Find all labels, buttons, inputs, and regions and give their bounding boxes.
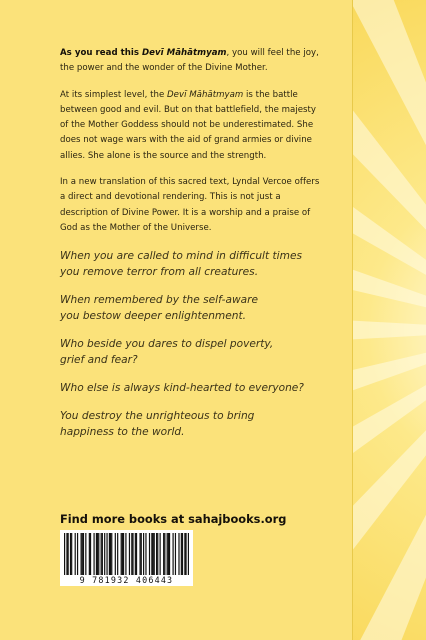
barcode-bar [182, 533, 183, 575]
barcode-bar [164, 533, 165, 575]
barcode-bar [143, 533, 144, 575]
barcode-bar [83, 533, 84, 575]
barcode-bar [97, 533, 98, 575]
barcode-bar [64, 533, 65, 575]
intro-lead: As you read this [60, 48, 143, 58]
cover-text [60, 46, 326, 452]
barcode-bar [163, 533, 164, 575]
barcode-bar [102, 533, 103, 575]
barcode-bar [188, 533, 189, 575]
barcode-bar [106, 533, 107, 575]
barcode-bar [131, 533, 132, 575]
barcode-bar [121, 533, 122, 575]
summary-rest: is the battle between good and evil. But on that battlefield, the majesty of the Mother Goddess should not be underestimated. She does not wage wars with the aid of grand armies or divine allies. She alone is the source and the strength. [60, 89, 317, 161]
barcode-bar [101, 533, 102, 575]
barcode-bar [141, 533, 142, 575]
barcode-bar [89, 533, 90, 575]
isbn-barcode [60, 530, 193, 586]
barcode-bar [77, 533, 78, 575]
barcode-bar [115, 533, 116, 575]
isbn-number: 9 781932 406443 [79, 575, 174, 585]
quote: When remembered by the self-aware you bestow deeper enlightenment. [60, 294, 259, 323]
barcode-bar [152, 533, 153, 575]
intro-rest: , you will feel the joy, the power and the wonder of the Divine Mother. [60, 48, 319, 74]
barcode-bar [122, 533, 123, 575]
barcode-bar [136, 533, 137, 575]
barcode-bar [157, 533, 158, 575]
barcode-bar [169, 533, 170, 575]
summary-lead: At its simplest level, the [60, 89, 168, 100]
translation-paragraph: In a new translation of this sacred text, Lyndal Vercoe offers a direct and devotional rendering. This is not just a description of Divine Power. It is a worship and a praise of God as the Mother of the Universe. [60, 177, 320, 233]
barcode-bar [184, 533, 185, 575]
barcode-bar [135, 533, 136, 575]
barcode-bar [109, 533, 110, 575]
barcode-bar [98, 533, 99, 575]
barcode-bar [145, 533, 146, 575]
barcode-bar [149, 533, 150, 575]
barcode-bar [168, 533, 169, 575]
quote: Who beside you dares to dispel poverty, grief and fear? [60, 338, 274, 367]
barcode-bar [181, 533, 182, 575]
barcode-bar [154, 533, 155, 575]
barcode-bar [175, 533, 176, 575]
barcode-bar [117, 533, 118, 575]
barcode-bar [139, 533, 140, 575]
intro-paragraph [60, 46, 326, 77]
quote: You destroy the unrighteous to bring happiness to the world. [60, 410, 255, 439]
quote-list [60, 248, 326, 440]
publisher-website: Find more books at sahajbooks.org [60, 512, 287, 526]
summary-paragraph [60, 88, 326, 164]
barcode-bar [185, 533, 186, 575]
barcode-bar [93, 533, 94, 575]
barcode-bar [110, 533, 111, 575]
summary-book-title: Devī Māhātmyam [167, 89, 244, 100]
barcode-bar [123, 533, 124, 575]
barcode-bar [96, 533, 97, 575]
barcode-bar [82, 533, 83, 575]
intro-book-title: Devī Māhātmyam [142, 48, 227, 58]
barcode-bar [156, 533, 157, 575]
barcode-bar [160, 533, 161, 575]
barcode-bar [81, 533, 82, 575]
sunburst-front-cover-edge [352, 0, 426, 640]
barcode-bar [75, 533, 76, 575]
barcode-bar [71, 533, 72, 575]
barcode-bar [125, 533, 126, 575]
barcode-bar [68, 533, 69, 575]
barcode-bar [70, 533, 71, 575]
barcode-bar [172, 533, 173, 575]
quote: When you are called to mind in difficult times you remove terror from all creatures. [60, 250, 302, 279]
barcode-bar [111, 533, 112, 575]
barcode-bar [151, 533, 152, 575]
barcode-bar [132, 533, 133, 575]
barcode-bars [64, 533, 189, 575]
barcode-bar [85, 533, 86, 575]
barcode-bar [178, 533, 179, 575]
barcode-bar [167, 533, 168, 575]
barcode-bar [129, 533, 130, 575]
barcode-bar [90, 533, 91, 575]
quote: Who else is always kind-hearted to everyone? [60, 382, 304, 395]
sunburst-rays [353, 0, 426, 640]
barcode-bar [66, 533, 67, 575]
barcode-bar [104, 533, 105, 575]
